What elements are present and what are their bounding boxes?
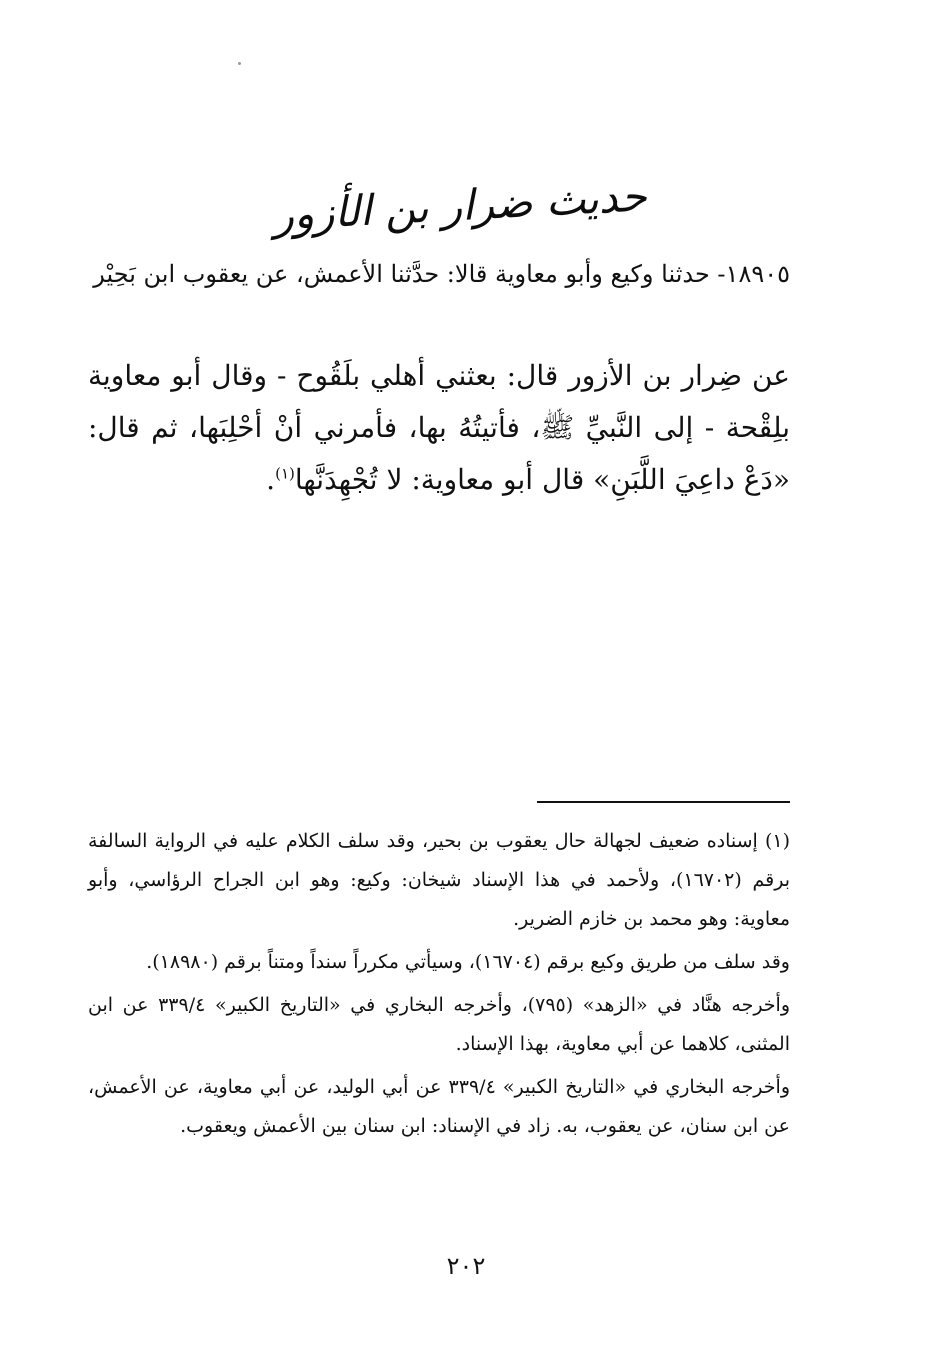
hadith-matn-body: عن ضِرار بن الأزور قال: بعثني أهلي بلَقُوح - وقال أبو معاوية بلِقْحة - إلى النَّبيِّ ﷺ، فأتيتُهُ بها، فأمرني أنْ أحْلِبَها، ثم قال: «دَعْ داعِيَ اللَّبَنِ» قال أبو معاوية: لا تُجْهِدَنَّها [88, 359, 790, 496]
footnote-paragraph: وأخرجه هنَّاد في «الزهد» (٧٩٥)، وأخرجه البخاري في «التاريخ الكبير» ٣٣٩/٤ عن ابن المثنى، كلاهما عن أبي معاوية، بهذا الإسناد. [88, 994, 791, 1055]
footnote-paragraph: وأخرجه البخاري في «التاريخ الكبير» ٣٣٩/٤ عن أبي الوليد، عن أبي معاوية، عن الأعمش، عن ابن سنان، عن يعقوب، به. زاد في الإسناد: ابن سنان بين الأعمش ويعقوب. [88, 1076, 790, 1137]
footnote-paragraph: وقد سلف من طريق وكيع برقم (١٦٧٠٤)، وسيأتي مكرراً سنداً ومتناً برقم (١٨٩٨٠). [146, 951, 790, 973]
hadith-isnad: ١٨٩٠٥- حدثنا وكيع وأبو معاوية قالا: حدَّثنا الأعمش، عن يعقوب ابن بَحِيْر [93, 260, 790, 288]
footnote-reference[interactable]: (١) [275, 464, 295, 483]
chapter-title: حديث ضرار بن الأزور [272, 171, 648, 240]
footnote-paragraph: (١) إسناده ضعيف لجهالة حال يعقوب بن بحير، وقد سلف الكلام عليه في الرواية السالفة برقم (١٦٧٠٢)، ولأحمد في هذا الإسناد شيخان: وكيع: وهو ابن الجراح الرؤاسي، وأبو معاوية: وهو محمد بن خازم الضرير. [88, 830, 790, 930]
footnotes-section [88, 822, 790, 1150]
scan-speck [238, 62, 241, 65]
hadith-matn [88, 350, 790, 506]
hadith-matn-end: . [266, 463, 276, 496]
footnote-separator [537, 801, 790, 803]
page-number: ٢٠٢ [446, 1252, 486, 1280]
